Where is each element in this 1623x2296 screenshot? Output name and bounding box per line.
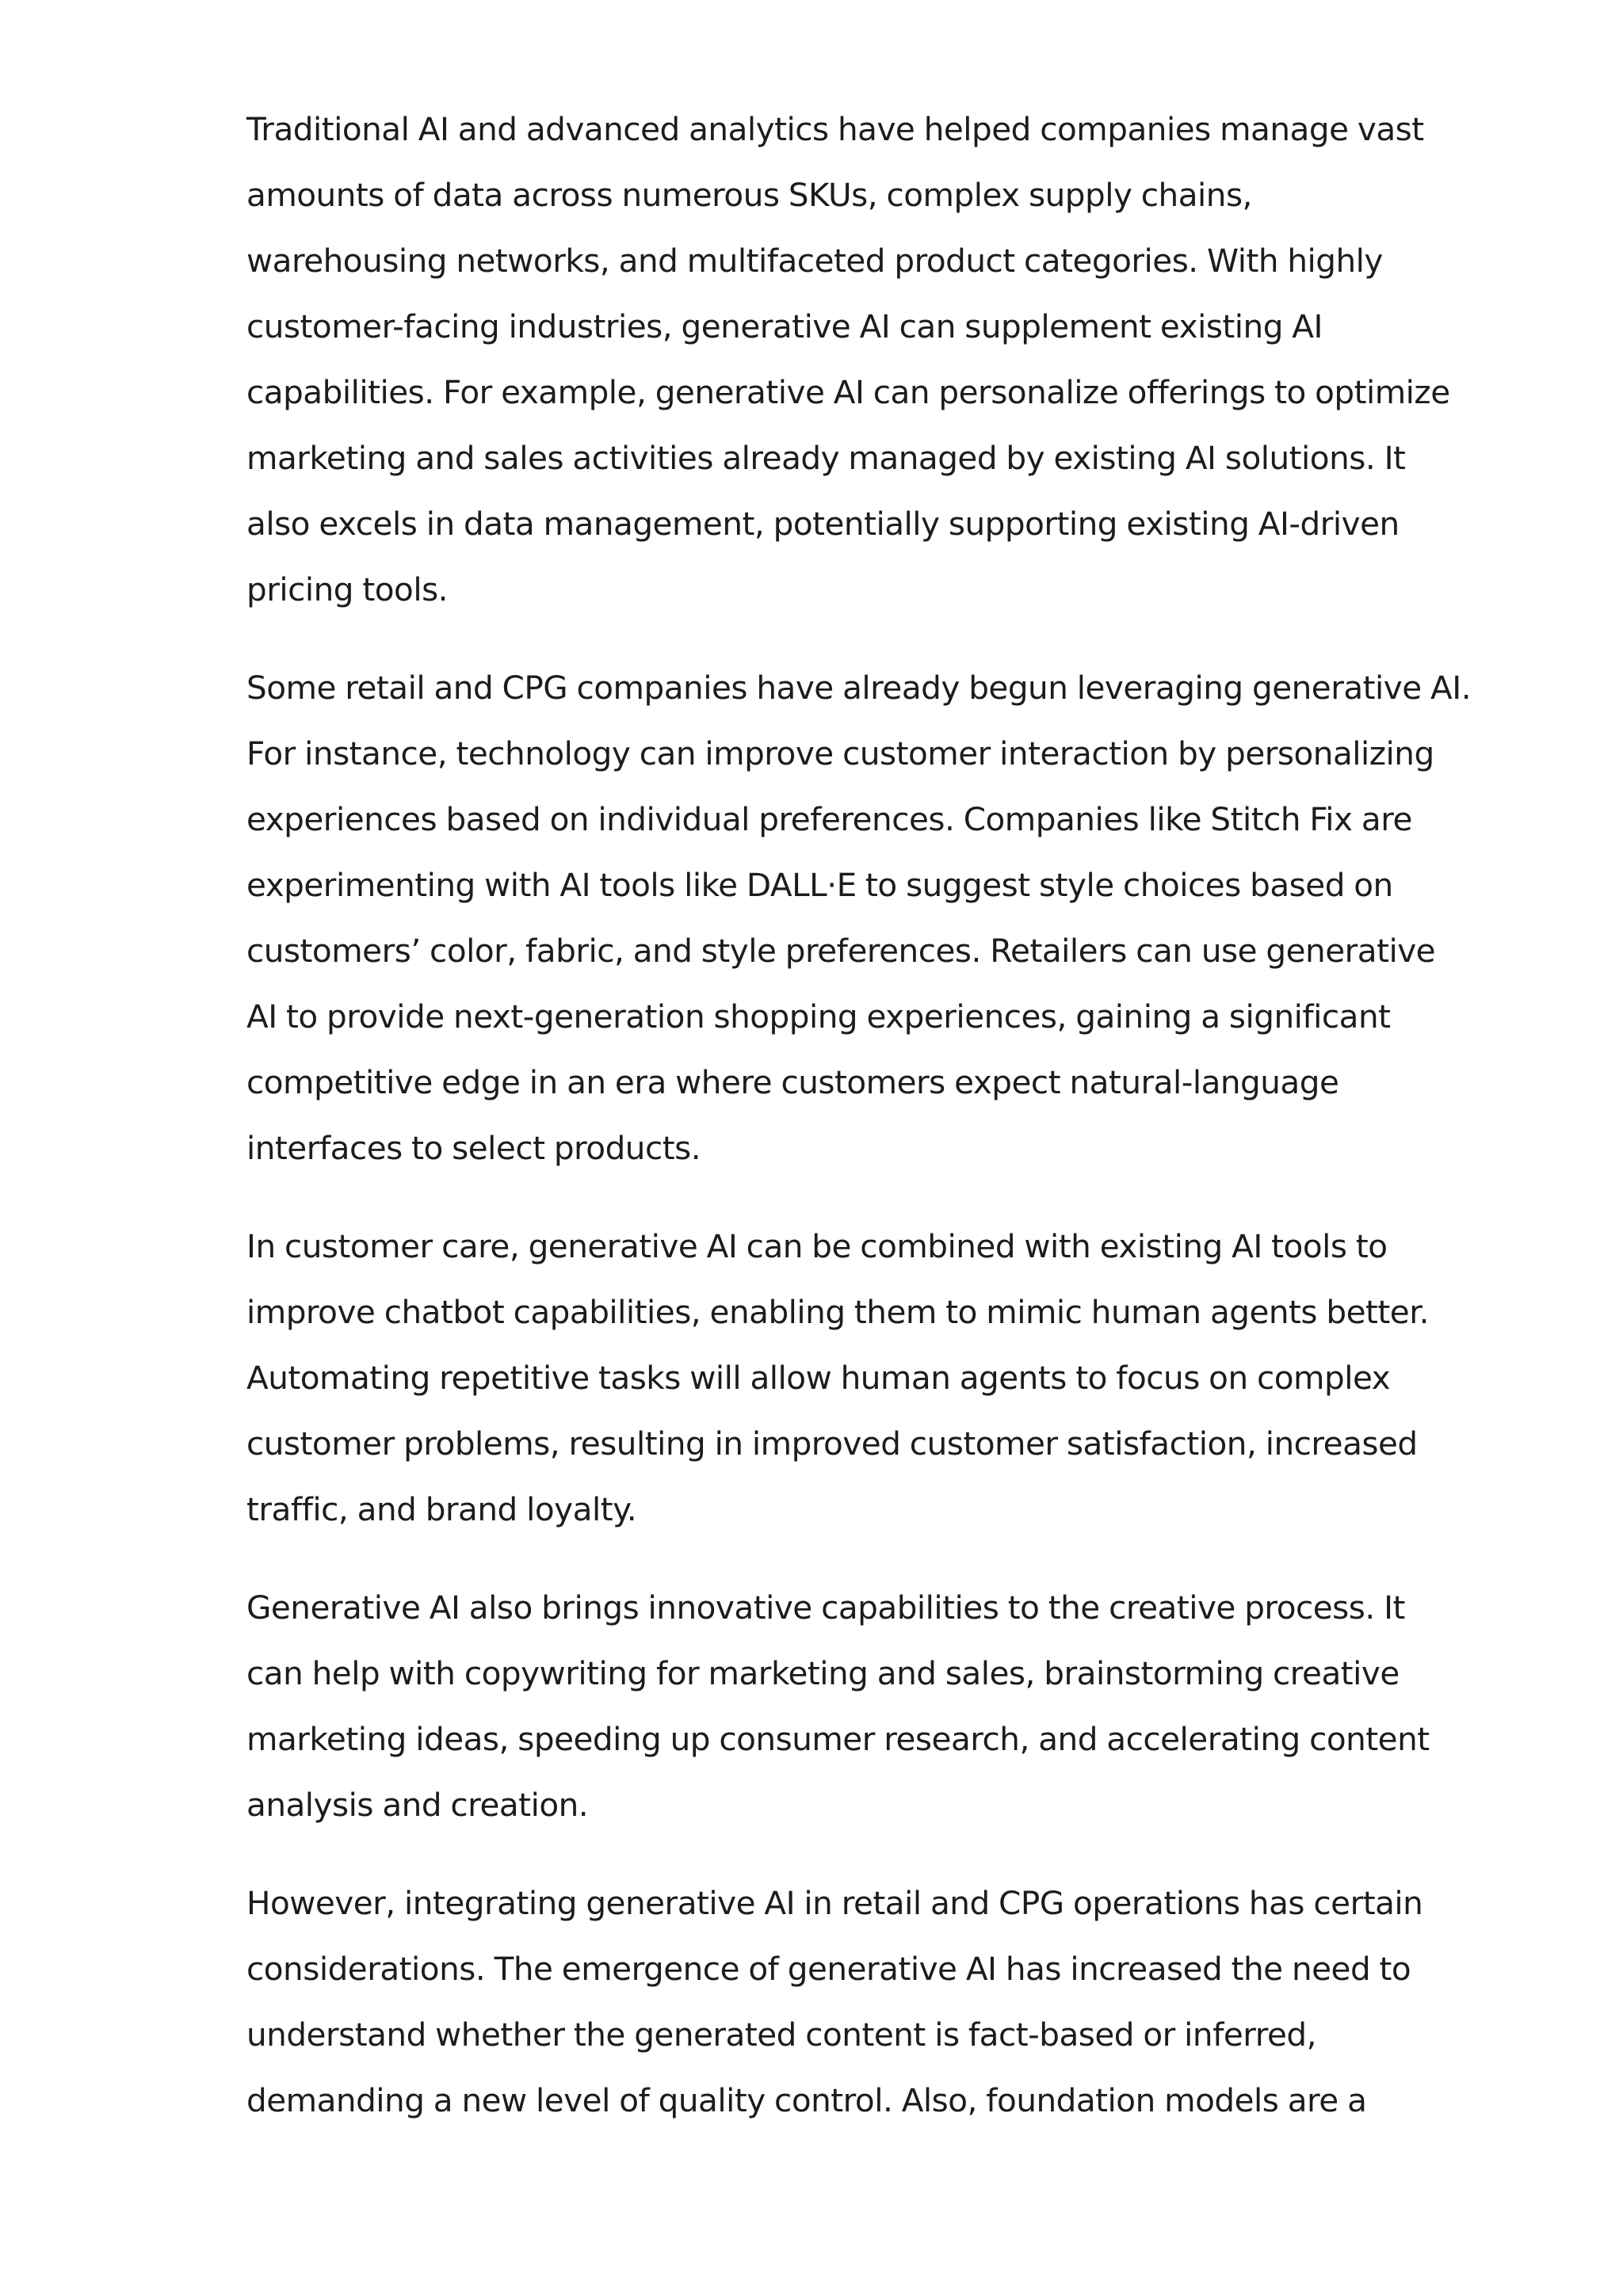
document-body [246,97,1472,2166]
paragraph-line: traffic, and brand loyalty. [246,1490,637,1528]
paragraph-line: experimenting with AI tools like DALL·E to suggest style choices based on [246,866,1393,904]
paragraph-3 [246,1214,1435,1543]
paragraph-line: warehousing networks, and multifaceted product categories. With highly [246,242,1383,280]
paragraph-line: pricing tools. [246,570,449,608]
paragraph-line: can help with copywriting for marketing and sales, brainstorming creative [246,1654,1400,1692]
paragraph-line: For instance, technology can improve customer interaction by personalizing [246,734,1434,772]
paragraph-2 [246,655,1472,1181]
paragraph-line: Generative AI also brings innovative capabilities to the creative process. It [246,1589,1405,1627]
paragraph-line: analysis and creation. [246,1786,589,1824]
paragraph-line: improve chatbot capabilities, enabling them to mimic human agents better. [246,1293,1430,1331]
paragraph-line: interfaces to select products. [246,1129,701,1167]
paragraph-line: marketing ideas, speeding up consumer research, and accelerating content [246,1720,1430,1758]
paragraph-line: marketing and sales activities already managed by existing AI solutions. It [246,439,1406,477]
paragraph-line: Traditional AI and advanced analytics have helped companies manage vast [246,110,1424,148]
paragraph-line: customer problems, resulting in improved customer satisfaction, increased [246,1425,1418,1463]
paragraph-line: capabilities. For example, generative AI can personalize offerings to optimize [246,373,1450,411]
paragraph-line: customers’ color, fabric, and style preferences. Retailers can use generative [246,932,1436,970]
paragraph-line: demanding a new level of quality control. Also, foundation models are a [246,2081,1367,2119]
paragraph-line: understand whether the generated content is fact-based or inferred, [246,2016,1316,2054]
paragraph-line: also excels in data management, potentially supporting existing AI-driven [246,505,1400,543]
paragraph-line: Some retail and CPG companies have already begun leveraging generative AI. [246,669,1472,707]
paragraph-5 [246,1871,1435,2134]
paragraph-line: competitive edge in an era where customers expect natural-language [246,1063,1339,1101]
paragraph-line: However, integrating generative AI in retail and CPG operations has certain [246,1884,1423,1922]
paragraph-line: customer-facing industries, generative AI can supplement existing AI [246,307,1323,345]
paragraph-1 [246,97,1450,623]
paragraph-line: considerations. The emergence of generative AI has increased the need to [246,1950,1411,1988]
paragraph-line: AI to provide next-generation shopping experiences, gaining a significant [246,997,1391,1035]
paragraph-line: amounts of data across numerous SKUs, complex supply chains, [246,176,1252,214]
paragraph-line: Automating repetitive tasks will allow human agents to focus on complex [246,1359,1391,1397]
paragraph-line: experiences based on individual preferences. Companies like Stitch Fix are [246,800,1412,838]
paragraph-line: In customer care, generative AI can be combined with existing AI tools to [246,1227,1388,1265]
paragraph-4 [246,1575,1435,1838]
